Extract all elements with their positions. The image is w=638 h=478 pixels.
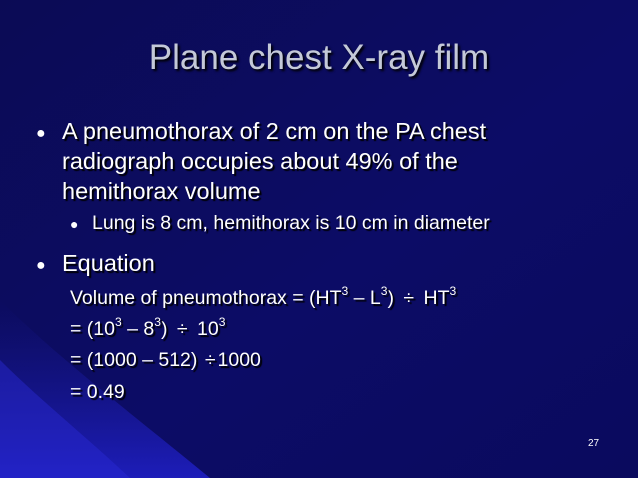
page-number: 27	[588, 438, 600, 449]
slide-title: Plane chest X-ray film	[148, 38, 490, 77]
bullet-dot-icon: ●	[36, 257, 46, 274]
divide-symbol: ÷	[176, 318, 188, 340]
sub-bullet-dot-icon: ●	[70, 216, 79, 232]
divide-symbol: ÷	[204, 349, 216, 371]
bullet-1-line-1: A pneumothorax of 2 cm on the PA chest	[62, 118, 487, 144]
bullet-1-line-3: hemithorax volume	[62, 178, 261, 204]
sub-bullet-text: Lung is 8 cm, hemithorax is 10 cm in diameter	[92, 212, 490, 234]
bullet-dot-icon: ●	[36, 125, 46, 142]
divide-symbol: ÷	[403, 287, 415, 309]
equation-line-1: Volume of pneumothorax = $(HT^3 - L^3) \div HT^3$	[70, 283, 457, 309]
equation-line-4: = 0.49	[70, 381, 125, 403]
equation-line-3: = (1000 – 512) ÷ 1000	[70, 349, 261, 371]
bullet-2-text: Equation	[62, 250, 155, 276]
bullet-1-line-2: radiograph occupies about 49% of the	[62, 148, 458, 174]
equation-line-2: = $(10^3 - 8^3) \div 10^3$	[70, 314, 226, 340]
